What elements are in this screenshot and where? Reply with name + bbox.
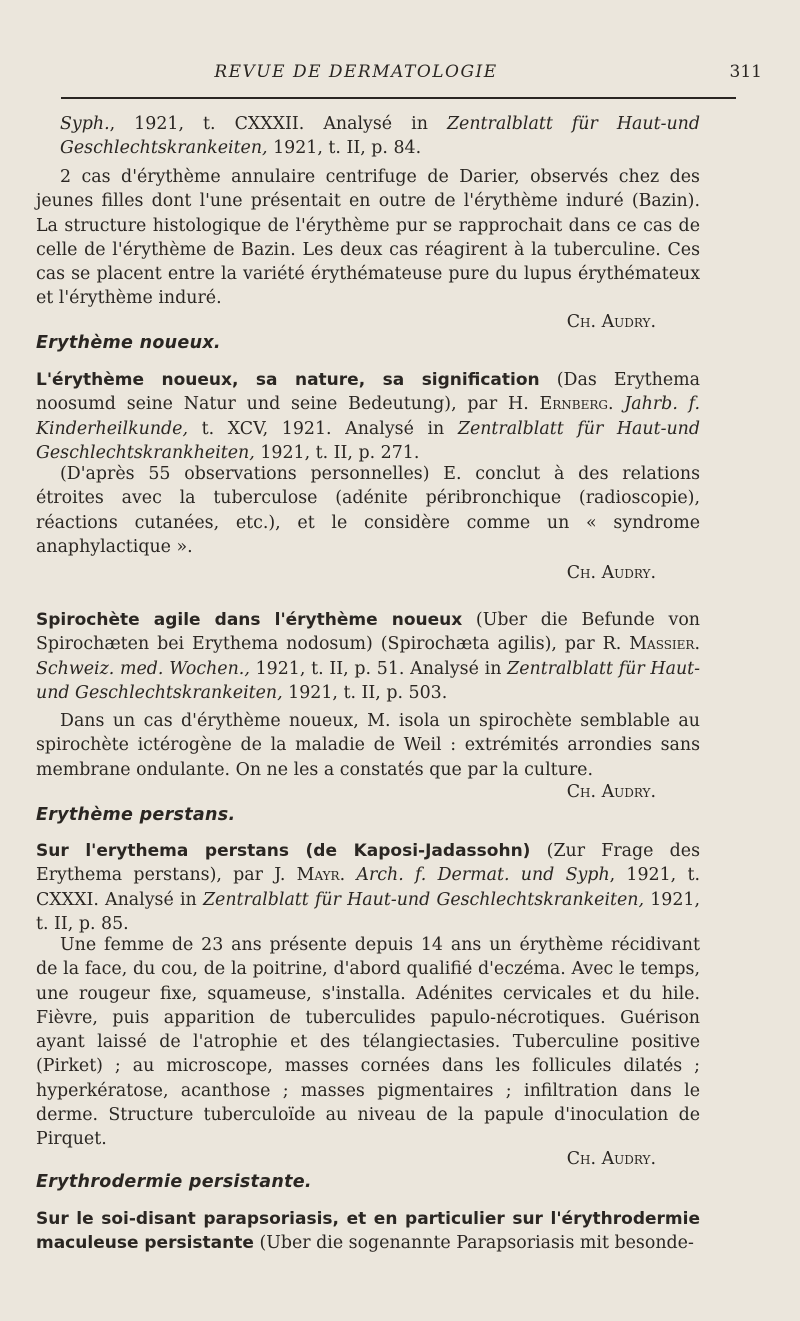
- article-title: L'érythème noueux, sa nature, sa signification: [36, 370, 540, 390]
- article-reference: Sur l'erythema perstans (de Kaposi-Jadassohn) (Zur Frage des Erythema perstans), par J. Mayr. Arch. f. Dermat. und Syph, 1921, t. CXXXI. Analysé in Zentralblatt für Haut-und Geschlechtskrankeiten, 1921, t. II, p. 85.: [36, 841, 701, 934]
- article-author: Ernberg: [539, 394, 608, 415]
- article-ref: (Uber die sogenannte Parapsoriasis mit besonde-: [259, 1233, 694, 1254]
- source-details: 1921, t. II, p. 85.: [36, 889, 701, 934]
- signature-text: Ch. Audry.: [566, 563, 656, 583]
- paragraph-text: Dans un cas d'érythème noueux, M. isola un spirochète semblable au spirochète ictérogène de la maladie de Weil : extrémités arrondies sans membrane ondulante. On ne les a constatés que par la culture.: [36, 711, 700, 780]
- signature: [36, 561, 700, 585]
- article-details: 1921, t. II, p. 51. Analysé in: [255, 658, 502, 679]
- journal: Syph.: [60, 114, 110, 134]
- article-reference: L'érythème noueux, sa nature, sa signification (Das Erythema noosumd seine Natur und seine Bedeutung), par H. Ernberg. Jahrb. f. Kinderheilkunde, t. XCV, 1921. Analysé in Zentralblatt für Haut-und Geschlechtskrankheiten, 1921, t. II, p. 271.: [36, 370, 700, 463]
- article-reference: Spirochète agile dans l'érythème noueux (Uber die Befunde von Spirochæten bei Erythema nodosum) (Spirochæta agilis), par R. Massier. Schweiz. med. Wochen., 1921, t. II, p. 51. Analysé in Zentralblatt für Haut-und Geschlechtskrankeiten, 1921, t. II, p. 503.: [36, 610, 701, 703]
- article-author: Massier: [629, 634, 695, 655]
- ref-details: , 1921, t. CXXXII. Analysé in: [109, 114, 428, 134]
- signature: [36, 780, 700, 804]
- article-title: Sur le soi-disant parapsoriasis, et en particulier sur l'érythrodermie maculeuse persistante: [36, 1209, 700, 1254]
- section-title: Erythrodermie persistante.: [36, 1172, 312, 1192]
- section-title: Erythème perstans.: [36, 805, 236, 825]
- article-ref: (Zur Frage des Erythema perstans), par J.: [36, 841, 700, 886]
- article-details: , 1921, t. CXXXI. Analysé in: [36, 865, 700, 910]
- article-details: t. XCV, 1921. Analysé in: [201, 418, 445, 439]
- article-author: Mayr: [296, 865, 340, 886]
- source-journal: Zentralblatt für Haut-und Geschlechtskrankeiten,: [36, 658, 701, 703]
- paragraph: [36, 933, 700, 1152]
- source-details: 1921, t. II, p. 271.: [260, 442, 420, 463]
- paragraph: [36, 709, 700, 782]
- source-journal: Zentralblatt für Haut-und Geschlechtskrankeiten,: [202, 889, 645, 910]
- article-journal: Schweiz. med. Wochen.,: [36, 658, 250, 679]
- page-header: [36, 60, 762, 90]
- signature-text: Ch. Audry.: [566, 312, 656, 332]
- running-title: REVUE DE DERMATOLOGIE: [214, 62, 498, 82]
- article-journal: Arch. f. Dermat. und Syph: [356, 865, 610, 886]
- paragraph-text: (D'après 55 observations personnelles) E. conclut à des relations étroites avec la tuberculose (adénite péribronchique (radioscopie), réactions cutanées, etc.), et le considère comme un « syndrome anaphylactique ».: [36, 464, 700, 557]
- article-ref: (Uber die Befunde von Spirochæten bei Erythema nodosum) (Spirochæta agilis), par R.: [36, 610, 701, 655]
- article-title: Sur l'erythema perstans (de Kaposi-Jadassohn): [36, 841, 531, 861]
- paragraph-text: Une femme de 23 ans présente depuis 14 ans un érythème récidivant de la face, du cou, de la poitrine, d'abord qualifié d'eczéma. Avec le temps, une rougeur fixe, squameuse, s'installa. Adénites cervicales et du hile. Fièvre, puis apparition de tuberculides papulo-nécrotiques. Guérison ayant laissé de l'atrophie et des télangiectasies. Tuberculine positive (Pirket) ; au microscope, masses cornées dans les follicules dilatés ; hyperkératose, acanthose ; masses pigmentaires ; infiltration dans le derme. Structure tuberculoïde au niveau de la papule d'inoculation de Pirquet.: [36, 935, 700, 1150]
- signature-text: Ch. Audry.: [566, 1149, 656, 1169]
- source-details: 1921, t. II, p. 84.: [273, 138, 422, 159]
- article-journal: Jahrb. f. Kinderheilkunde,: [36, 394, 700, 439]
- signature-text: Ch. Audry.: [566, 782, 656, 802]
- signature: [36, 1147, 700, 1171]
- reference-continuation: [36, 112, 700, 161]
- source-journal: Zentralblatt für Haut-und Geschlechtskrankheiten,: [36, 418, 700, 463]
- article-title: Spirochète agile dans l'érythème noueux: [36, 610, 463, 630]
- section-heading: [36, 803, 700, 827]
- section-heading: [36, 1170, 700, 1194]
- section-title: Erythème noueux.: [36, 333, 221, 353]
- article-reference: [36, 1207, 700, 1256]
- section-heading: [36, 331, 700, 355]
- paragraph-text: 2 cas d'érythème annulaire centrifuge de Darier, observés chez des jeunes filles dont l'une présentait en outre de l'érythème induré (Bazin). La structure histologique de l'érythème pur se rapprochait dans ce cas de celle de l'érythème de Bazin. Les deux cas réagirent à la tuberculine. Ces cas se placent entre la variété érythémateuse pure du lupus érythémateux et l'érythème induré.: [36, 167, 700, 309]
- page: [36, 0, 762, 1321]
- header-rule: [61, 97, 736, 99]
- article-ref: (Das Erythema noosumd seine Natur und seine Bedeutung), par H.: [36, 370, 700, 415]
- source-journal: Zentralblatt für Haut-und Geschlechtskrankeiten,: [60, 114, 700, 159]
- page-number: 311: [729, 62, 762, 82]
- source-details: 1921, t. II, p. 503.: [288, 682, 448, 703]
- paragraph: [36, 462, 700, 559]
- paragraph: [36, 165, 700, 311]
